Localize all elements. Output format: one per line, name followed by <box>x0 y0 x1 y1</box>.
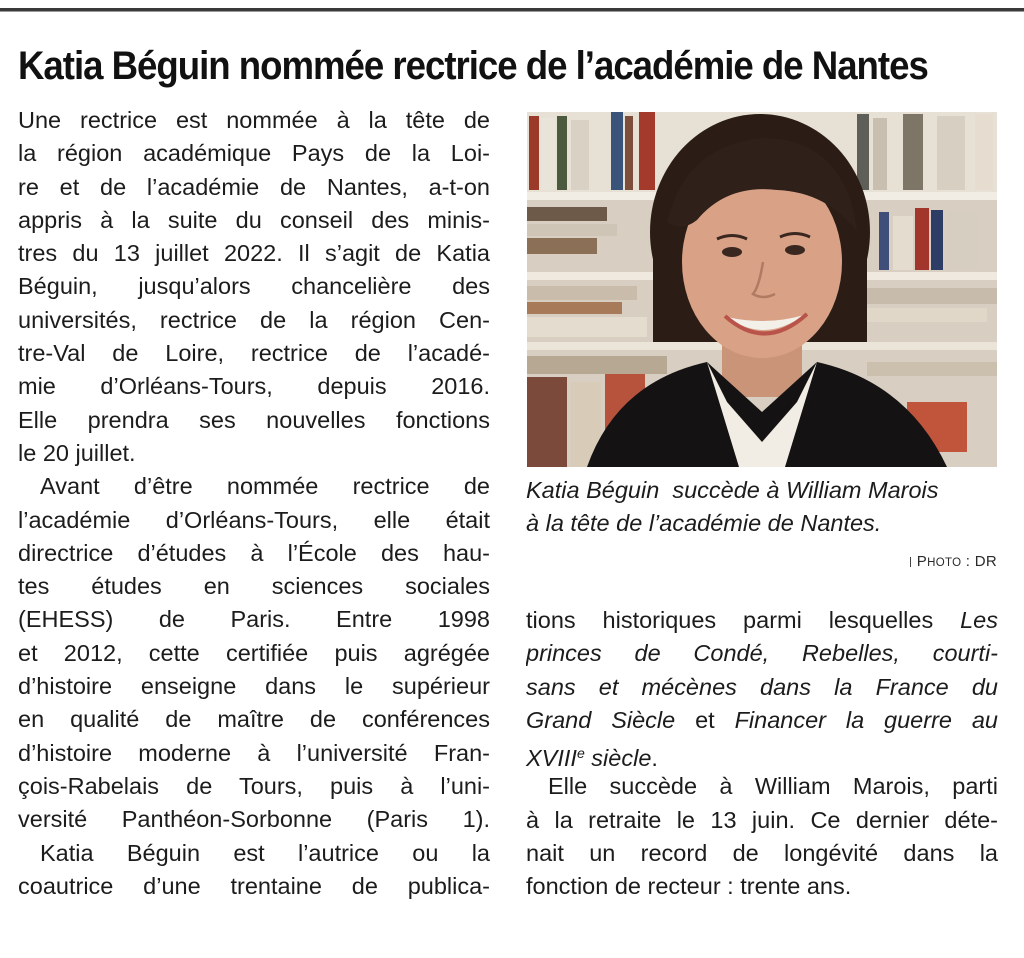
paragraph-line: tes études en sciences sociales <box>18 573 490 600</box>
paragraph-line: directrice d’études à l’École des hau- <box>18 539 490 566</box>
portrait-photo <box>527 112 997 467</box>
credit-separator: : <box>961 553 975 570</box>
paragraph-line <box>526 770 998 803</box>
paragraph-line <box>526 870 998 903</box>
paragraph-line: Une rectrice est nommée à la tête de <box>18 107 490 133</box>
body-text: . <box>651 744 658 771</box>
photo-credit <box>910 553 997 572</box>
book-title-text: e <box>576 745 585 762</box>
book-title-text: siècle <box>584 744 652 771</box>
book-title-text: Les <box>960 607 998 633</box>
article-column-right <box>526 604 998 904</box>
body-text: et <box>675 706 735 733</box>
book-title-text: sans et mécènes dans la France du <box>526 673 998 700</box>
paragraph-line: Avant d’être nommée rectrice de <box>40 473 490 500</box>
paragraph-line: tres du 13 juillet 2022. Il s’agit de Katia <box>18 240 490 267</box>
credit-bar <box>910 557 911 567</box>
book-title-text: Grand Siècle <box>526 706 676 733</box>
body-text: Elle succède à William Marois, parti <box>548 773 998 800</box>
paragraph-line: re et de l’académie de Nantes, a-t-on <box>18 173 490 200</box>
paragraph-line: universités, rectrice de la région Cen- <box>18 306 490 333</box>
paragraph-line: tre-Val de Loire, rectrice de l’acadé- <box>18 340 490 367</box>
paragraph-line: en qualité de maître de conférences <box>18 706 490 733</box>
credit-label-rest: HOTO <box>927 557 962 569</box>
caption-line: Katia Béguin succède à William Marois <box>526 477 939 503</box>
paragraph-line: l’académie d’Orléans-Tours, elle était <box>18 506 490 533</box>
paragraph-line: coautrice d’une trentaine de publica- <box>18 872 490 899</box>
paragraph-line: versité Panthéon-Sorbonne (Paris 1). <box>18 806 490 833</box>
paragraph-line: Elle prendra ses nouvelles fonctions <box>18 406 490 433</box>
portrait-image <box>527 112 997 467</box>
paragraph-line <box>526 671 998 704</box>
paragraph-line: Katia Béguin est l’autrice ou la <box>40 839 490 866</box>
headline: Katia Béguin nommée rectrice de l’académie de Nantes <box>18 44 928 88</box>
book-title-text: XVIII <box>526 744 577 771</box>
book-title-text: Financer la guerre au <box>734 706 998 733</box>
photo-caption <box>526 474 998 540</box>
paragraph-line: (EHESS) de Paris. Entre 1998 <box>18 606 490 633</box>
paragraph-line <box>526 704 998 737</box>
body-text: tions historiques parmi lesquelles <box>526 607 961 633</box>
paragraph-line: mie d’Orléans-Tours, depuis 2016. <box>18 373 490 400</box>
paragraph-line: la région académique Pays de la Loi- <box>18 140 490 167</box>
paragraph-line <box>526 737 998 770</box>
paragraph-line: Béguin, jusqu’alors chancelière des <box>18 273 490 300</box>
paragraph-line: le 20 juillet. <box>18 439 136 466</box>
body-text: fonction de recteur : trente ans. <box>526 873 852 900</box>
caption-line: à la tête de l’académie de Nantes. <box>526 510 882 536</box>
paragraph-line <box>526 604 998 637</box>
paragraph-line <box>526 837 998 870</box>
credit-value: DR <box>974 553 997 570</box>
body-text: à la retraite le 13 juin. Ce dernier déte- <box>526 806 998 833</box>
top-rule <box>0 8 1024 12</box>
paragraph-line: et 2012, cette certifiée puis agrégée <box>18 639 490 666</box>
paragraph-line <box>526 804 998 837</box>
paragraph-line: çois-Rabelais de Tours, puis à l’uni- <box>18 772 490 799</box>
credit-label-initial: P <box>916 553 928 570</box>
paragraph-line: appris à la suite du conseil des minis- <box>18 206 490 233</box>
paragraph-line: d’histoire enseigne dans le supérieur <box>18 673 490 700</box>
book-title-text: princes de Condé, Rebelles, courti- <box>526 640 998 667</box>
paragraph-line: d’histoire moderne à l’université Fran- <box>18 739 490 766</box>
article-column-left <box>18 104 490 903</box>
paragraph-line <box>526 637 998 670</box>
body-text: nait un record de longévité dans la <box>526 840 998 867</box>
